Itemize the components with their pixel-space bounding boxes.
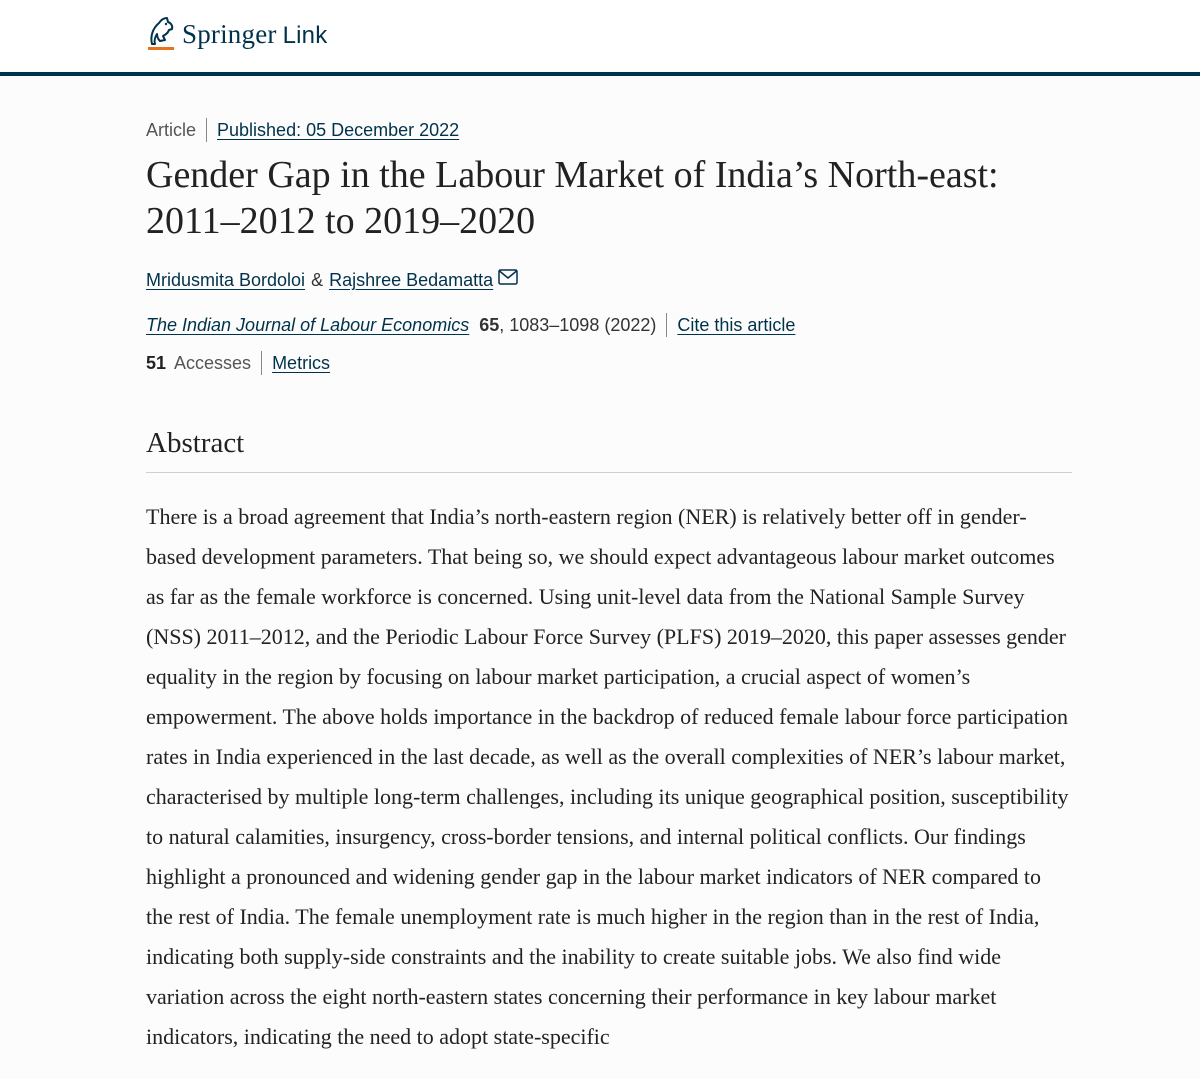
author-link-bordoloi[interactable]: Mridusmita Bordoloi (146, 270, 306, 290)
divider (206, 118, 207, 142)
journal-pages-year: , 1083–1098 (2022) (499, 314, 657, 335)
springer-link-logo[interactable] (144, 14, 327, 54)
journal-name-link[interactable]: The Indian Journal of Labour Economics (146, 314, 470, 335)
site-header (0, 0, 1200, 76)
divider (261, 351, 262, 375)
author-link-bedamatta[interactable]: Rajshree Bedamatta (329, 270, 494, 290)
accesses-label: Accesses (174, 352, 252, 373)
journal-info (146, 313, 1072, 337)
brand-name: Springer Link (182, 18, 328, 49)
accesses-count: 51 (146, 352, 167, 373)
article-type: Article (146, 119, 197, 140)
author-separator: & (311, 270, 324, 290)
abstract-text: There is a broad agreement that India’s north-eastern region (NER) is relatively better off in gender-based development parameters. That being so, we should expect advantageous labour market outcomes as far as the female workforce is concerned. Using unit-level data from the National Sample Survey (NSS) 2011–2012, and the Periodic Labour Force Survey (PLFS) 2019–2020, this paper assesses gender equality in the region by focusing on labour market participation, a crucial aspect of women’s empowerment. The above holds importance in the backdrop of reduced female labour force participation rates in India experienced in the last decade, as well as the overall complexities of NER’s labour market, characterised by multiple long-term challenges, including its unique geographical position, susceptibility to natural calamities, insurgency, cross-border tensions, and internal political conflicts. Our findings highlight a pronounced and widening gender gap in the labour market indicators of NER compared to the rest of India. The female unemployment rate is much higher in the region than in the rest of India, indicating both supply-side constraints and the inability to create suitable jobs. We also find wide variation across the eight north-eastern states concerning their performance in key labour market indicators, indicating the need to adopt state-specific (146, 504, 1069, 1050)
journal-volume: 65 (479, 314, 500, 335)
cite-this-article-link[interactable]: Cite this article (677, 314, 796, 335)
abstract-heading: Abstract (146, 427, 1072, 473)
author-list (146, 270, 1072, 291)
article-main (146, 76, 1072, 1079)
published-date-link[interactable]: Published: 05 December 2022 (217, 119, 460, 140)
metrics-link[interactable]: Metrics (272, 352, 331, 373)
springer-horse-icon (144, 14, 178, 54)
article-title: Gender Gap in the Labour Market of India’s North-east: 2011–2012 to 2019–2020 (146, 154, 999, 242)
divider (666, 313, 667, 337)
envelope-icon[interactable] (498, 269, 518, 285)
article-meta (146, 118, 1072, 142)
article-metrics (146, 351, 1072, 375)
